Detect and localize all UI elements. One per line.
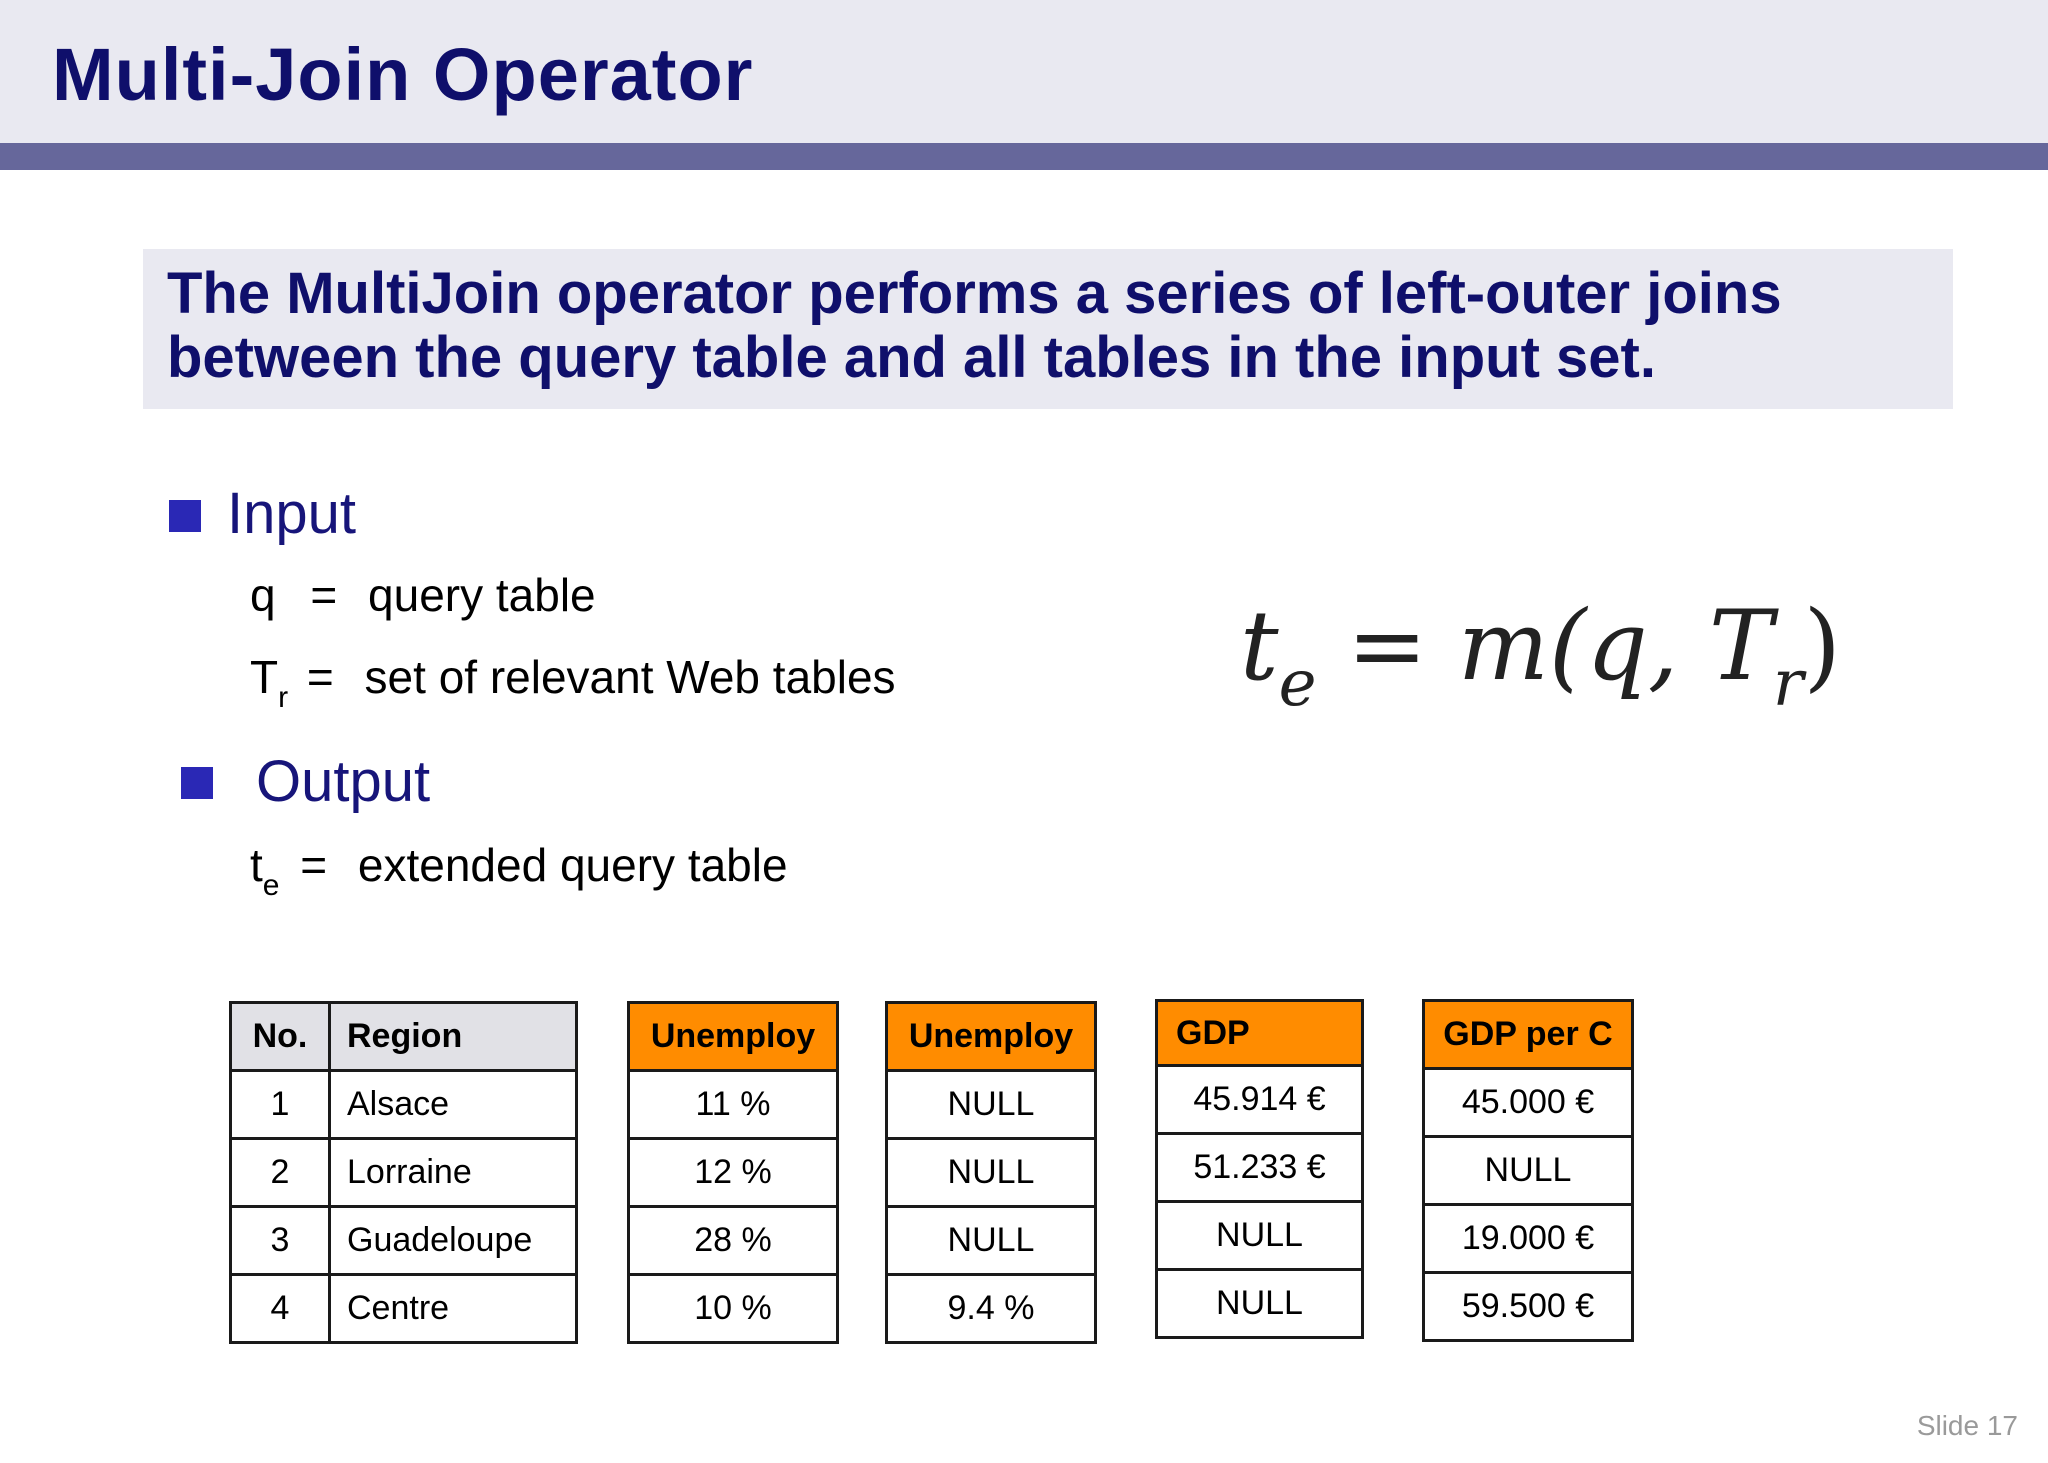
input-bullet-icon [169, 500, 201, 532]
formula-t: T [1708, 590, 1773, 702]
table-row [887, 1207, 1096, 1275]
cell-value: 11 % [629, 1071, 838, 1139]
tr-definition [250, 650, 896, 715]
definition-line-1: The MultiJoin operator performs a series of left-outer joins [167, 261, 1782, 326]
table-row [1157, 1066, 1363, 1134]
table-row [1157, 1270, 1363, 1338]
cell-value: 28 % [629, 1207, 838, 1275]
table-row [1157, 1202, 1363, 1270]
table-row [629, 1275, 838, 1343]
cell-region: Lorraine [330, 1139, 577, 1207]
unemploy-table-1 [627, 1001, 839, 1344]
q-equals: = [310, 569, 338, 621]
cell-value: 45.914 € [1157, 1066, 1363, 1134]
col-header-unemploy: Unemploy [887, 1003, 1096, 1071]
table-row [231, 1207, 577, 1275]
slide-number: Slide 17 [1916, 1410, 2018, 1441]
te-definition [250, 838, 788, 903]
te-equals: = [300, 839, 328, 891]
output-heading: Output [256, 749, 431, 814]
definition-text [167, 262, 1947, 390]
table-row [1424, 1069, 1633, 1137]
cell-value: 51.233 € [1157, 1134, 1363, 1202]
unemploy-table-2 [885, 1001, 1097, 1344]
query-table [229, 1001, 578, 1344]
cell-value: 10 % [629, 1275, 838, 1343]
col-header-gdp-per-c: GDP per C [1424, 1001, 1633, 1069]
cell-value: NULL [887, 1207, 1096, 1275]
cell-value: NULL [887, 1071, 1096, 1139]
table-row [887, 1139, 1096, 1207]
multijoin-formula [1240, 590, 1841, 721]
table-header-row [887, 1003, 1096, 1071]
cell-value: NULL [887, 1139, 1096, 1207]
te-symbol: t [250, 839, 263, 891]
cell-value: 45.000 € [1424, 1069, 1633, 1137]
table-header-row [231, 1003, 577, 1071]
te-subscript: e [262, 869, 280, 902]
table-row [231, 1275, 577, 1343]
table-row [629, 1207, 838, 1275]
cell-value: 59.500 € [1424, 1273, 1633, 1341]
table-header-row [629, 1003, 838, 1071]
col-header-unemploy: Unemploy [629, 1003, 838, 1071]
tr-description: set of relevant Web tables [364, 651, 896, 703]
table-header-row [1424, 1001, 1633, 1069]
cell-value: NULL [1157, 1202, 1363, 1270]
gdp-table [1155, 999, 1364, 1339]
table-row [1424, 1273, 1633, 1341]
gdp-per-c-table [1422, 999, 1634, 1342]
table-row [231, 1139, 577, 1207]
cell-no: 1 [231, 1071, 330, 1139]
cell-region: Alsace [330, 1071, 577, 1139]
tr-subscript: r [278, 681, 289, 714]
formula-t-sub: r [1772, 647, 1804, 721]
table-row [231, 1071, 577, 1139]
cell-value: NULL [1157, 1270, 1363, 1338]
formula-mid: = m(q, [1316, 590, 1709, 702]
cell-value: NULL [1424, 1137, 1633, 1205]
col-header-gdp: GDP [1157, 1001, 1363, 1066]
col-header-no: No. [231, 1003, 330, 1071]
te-description: extended query table [357, 839, 788, 891]
table-row [1424, 1137, 1633, 1205]
formula-lhs: t [1240, 590, 1279, 702]
cell-no: 2 [231, 1139, 330, 1207]
cell-value: 9.4 % [887, 1275, 1096, 1343]
formula-close: ) [1803, 590, 1841, 702]
table-row [887, 1071, 1096, 1139]
table-row [887, 1275, 1096, 1343]
q-description: query table [368, 569, 596, 621]
table-row [629, 1071, 838, 1139]
formula-lhs-sub: e [1278, 647, 1317, 721]
cell-value: 12 % [629, 1139, 838, 1207]
cell-region: Guadeloupe [330, 1207, 577, 1275]
table-header-row [1157, 1001, 1363, 1066]
table-row [1157, 1134, 1363, 1202]
q-definition [250, 568, 596, 622]
input-heading: Input [227, 481, 356, 546]
title-underline-bar [0, 143, 2048, 170]
definition-line-2: between the query table and all tables in the input set. [167, 325, 1656, 390]
cell-no: 3 [231, 1207, 330, 1275]
q-symbol: q [250, 569, 276, 621]
tr-equals: = [306, 651, 334, 703]
cell-no: 4 [231, 1275, 330, 1343]
slide-title: Multi-Join Operator [52, 33, 754, 116]
output-bullet-icon [181, 767, 213, 799]
tr-symbol: T [250, 651, 279, 703]
table-row [1424, 1205, 1633, 1273]
cell-region: Centre [330, 1275, 577, 1343]
cell-value: 19.000 € [1424, 1205, 1633, 1273]
col-header-region: Region [330, 1003, 577, 1071]
table-row [629, 1139, 838, 1207]
